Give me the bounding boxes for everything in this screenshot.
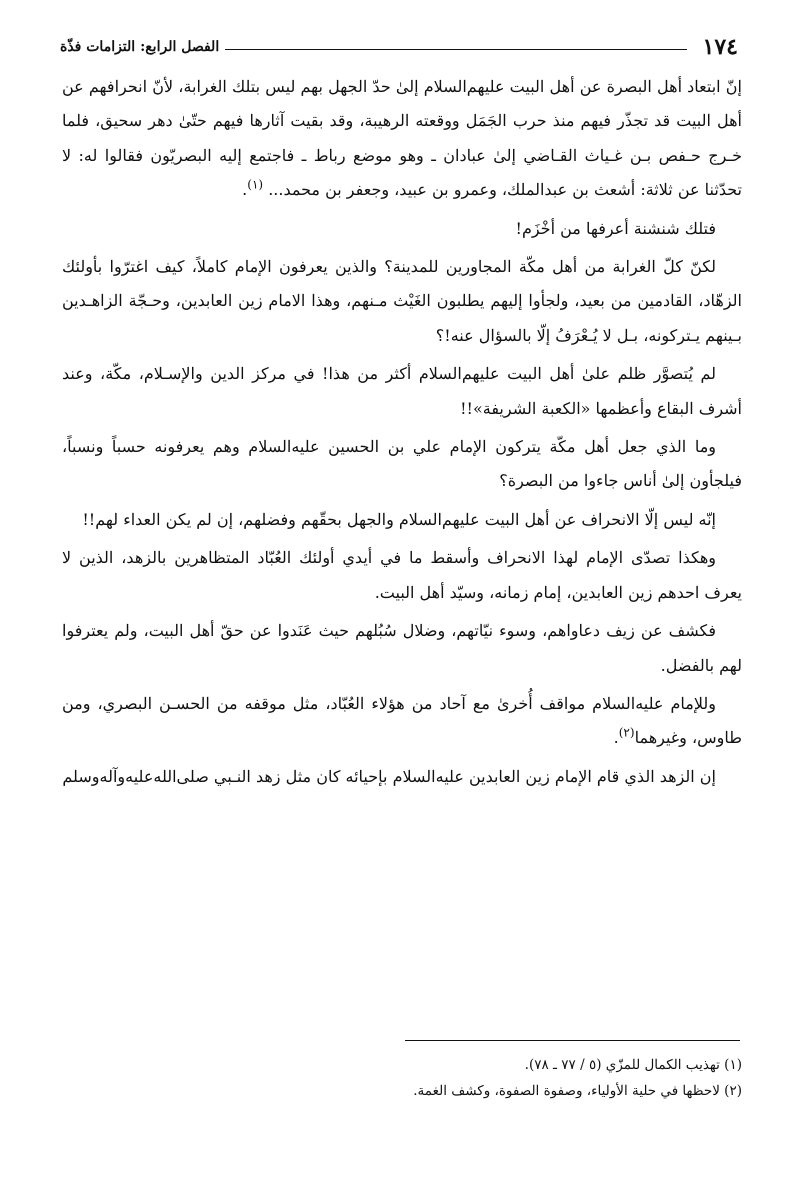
paragraph: فكشف عن زيف دعاواهم، وسوء نيّاتهم، وضلال سُبُلهم حيث عَنَدوا عن حقّ أهل البيت، ولم يعترفوا لهم بالفضل. [62,621,742,675]
paragraph: لم يُتصوَّر ظلم علىٰ أهل البيت عليهم‌السلام أكثر من هذا! في مركز الدين والإسـلام، مكّة، وعند أشرف البقاع وأعظمها «الكعبة الشريفة»!! [62,364,742,418]
paragraph-text: إنّ ابتعاد أهل البصرة عن أهل البيت عليهم‌السلام إلىٰ حدّ الجهل بهم ليس بتلك الغرابة، لأنّ انحرافهم عن أهل البيت قد تجذّر فيهم منذ حرب الجَمَل ووقعته الرهيبة، وقد بقيت آثارها فيهم حتّىٰ دهر سحيق، فلما خـرج حـفص بـن غـياث القـاضي إلىٰ عبادان ـ وهو موضع رباط ـ فاجتمع إليه البصريّون فقالوا له: لا تحدّثنا عن ثلاثة: أشعث بن عبدالملك، وعمرو بن عبيد، وجعفر بن محمد... [62,77,743,200]
body-text [62,70,742,798]
footnotes [62,1052,742,1104]
footnote-ref: (١) [247,177,264,192]
paragraph: فتلك شنشنة أعرفها من أخْزَم! [515,218,716,238]
paragraph-text: وللإمام عليه‌السلام مواقف أُخرىٰ مع آحاد من هؤلاء العُبّاد، مثل موقفه من الحسـن البصري، ومن طاوس، وغيرهما [62,693,742,748]
paragraph: وللإمام عليه‌السلام مواقف أُخرىٰ مع آحاد من هؤلاء العُبّاد، مثل موقفه من الحسـن البصري، ومن طاوس، وغيرهما$^{(٢)}$. [62,693,742,748]
footnote-ref: (٢) [618,725,635,740]
paragraph: إنّ ابتعاد أهل البصرة عن أهل البيت عليهم‌السلام إلىٰ حدّ الجهل بهم ليس بتلك الغرابة، لأنّ انحرافهم عن أهل البيت قد تجذّر فيهم منذ حرب الجَمَل ووقعته الرهيبة، وقد بقيت آثارها فيهم حتّىٰ دهر سحيق، فلما خـرج حـفص بـن غـياث القـاضي إلىٰ عبادان ـ وهو موضع رباط ـ فاجتمع إليه البصريّون فقالوا له: لا تحدّثنا عن ثلاثة: أشعث بن عبدالملك، وعمرو بن عبيد، وجعفر بن محمد... $^{(١)}$. [62,77,743,200]
footnote: (١) تهذيب الكمال للمزّي (٥ / ٧٧ ـ ٧٨). [524,1057,742,1073]
paragraph: إنّه ليس إلّا الانحراف عن أهل البيت عليهم‌السلام والجهل بحقّهم وفضلهم، إن لم يكن العداء لهم!! [82,509,716,529]
paragraph: وهكذا تصدّى الإمام لهذا الانحراف وأسقط ما في أيدي أولئك العُبّاد المتظاهرين بالزهد، الذين لا يعرف احدهم زين العابدين، إمام زمانه، وسيّد أهل البيت. [62,548,742,602]
footnote-divider [405,1040,740,1041]
footnote: (٢) لاحظها في حلية الأولياء، وصفوة الصفوة، وكشف الغمة. [413,1083,742,1099]
paragraph: وما الذي جعل أهل مكّة يتركون الإمام علي بن الحسين عليه‌السلام وهم يعرفونه حسباً ونسباً، فيلجأون إلىٰ أناس جاءوا من البصرة؟ [62,437,742,491]
paragraph: لكنّ كلّ الغرابة من أهل مكّة المجاورين للمدينة؟ والذين يعرفون الإمام كاملاً، كيف اغترّوا بأولئك الزهّاد، القادمين من بعيد، ولجأوا إليهم يطلبون الغَيْث مـنهم، وهذا الامام زين العابدين، وحـجّة الزاهـدين بـينهم يـتركونه، بـل لا يُـعْرَفُ إلّا بالسؤال عنه!؟ [62,257,742,345]
running-title: الفصل الرابع: التزامات فذّة [60,39,220,55]
page-number: ١٧٤ [702,34,738,60]
page-header [60,30,738,64]
header-rule [225,49,686,50]
paragraph: إن الزهد الذي قام الإمام زين العابدين عليه‌السلام بإحيائه كان مثل زهد النـبي صلى‌الله‌عليه‌وآله‌وسلم [62,766,716,786]
